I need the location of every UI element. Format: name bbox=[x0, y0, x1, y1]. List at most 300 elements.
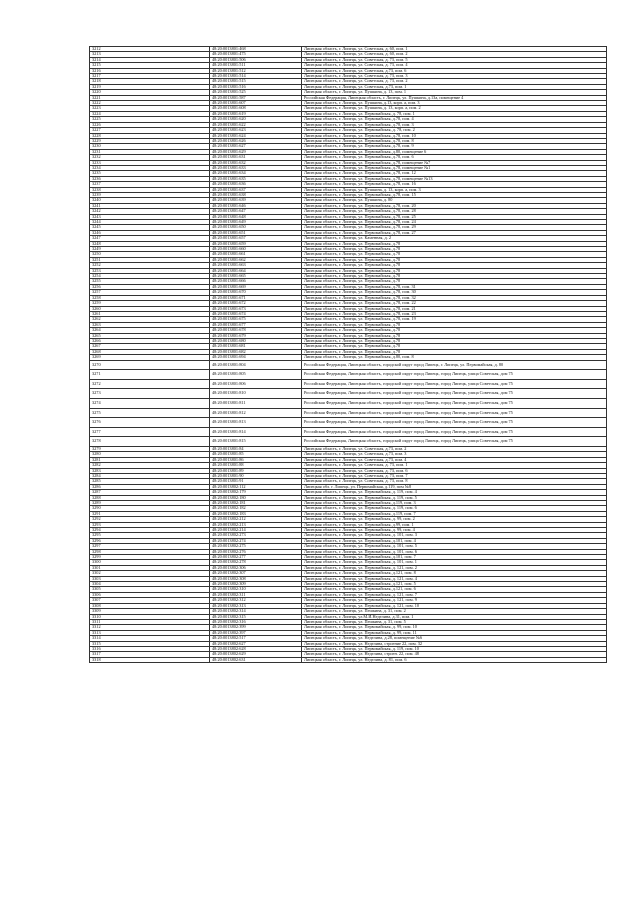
cadastral-number-cell: 48:20:0013802:306 bbox=[210, 565, 302, 570]
row-number-cell: 3303 bbox=[90, 576, 210, 581]
address-cell: Липецкая область, г. Липецк, ул. Первомайская, д.101, пом. 7 bbox=[302, 555, 607, 560]
row-number-cell: 3283 bbox=[90, 468, 210, 473]
address-cell: Липецкая область, г. Липецк, ул. Первомайская, д.121, пом. 5 bbox=[302, 582, 607, 587]
cadastral-number-cell: 48:20:0013801:661 bbox=[210, 252, 302, 257]
address-cell: Липецкая область, г. Липецк, ул. Советская, д. 73, пом. 7 bbox=[302, 473, 607, 478]
row-number-cell: 3253 bbox=[90, 268, 210, 273]
document-page bbox=[89, 46, 591, 663]
row-number-cell: 3229 bbox=[90, 138, 210, 143]
cadastral-number-cell: 48:20:0013801:619 bbox=[210, 111, 302, 116]
row-number-cell: 3257 bbox=[90, 290, 210, 295]
address-cell: Липецкая область, г. Липецк, ул. Первомайская, д. 121, пом. 2 bbox=[302, 565, 607, 570]
cadastral-number-cell: 48:20:0013801:681 bbox=[210, 344, 302, 349]
row-number-cell: 3241 bbox=[90, 203, 210, 208]
cadastral-table bbox=[89, 46, 607, 663]
cadastral-number-cell: 48:20:0013801:638 bbox=[210, 192, 302, 197]
address-cell: Липецкая область, г. Липецк, ул. Первомайская, д. 99, пом. 11 bbox=[302, 630, 607, 635]
address-cell: Российская Федерация, Липецкая область, городской округ город Липецк, г. Липецк, ул. Первомайская, д. 80 bbox=[302, 360, 607, 370]
cadastral-number-cell: 48:20:0013802:308 bbox=[210, 576, 302, 581]
cadastral-number-cell: 48:20:0013802:517 bbox=[210, 636, 302, 641]
row-number-cell: 3313 bbox=[90, 630, 210, 635]
cadastral-table-body bbox=[90, 47, 607, 663]
row-number-cell: 3236 bbox=[90, 176, 210, 181]
row-number-cell: 3251 bbox=[90, 257, 210, 262]
cadastral-number-cell: 48:20:0013802:274 bbox=[210, 538, 302, 543]
cadastral-number-cell: 48:20:0013801:622 bbox=[210, 122, 302, 127]
address-cell: Российская Федерация, Липецкая область, городской округ город Липецк, город Липецк, улица Советская, дом 75 bbox=[302, 418, 607, 428]
cadastral-number-cell: 48:20:0013801:659 bbox=[210, 241, 302, 246]
row-number-cell: 3225 bbox=[90, 117, 210, 122]
cadastral-number-cell: 48:20:0013801:515 bbox=[210, 79, 302, 84]
address-cell: Липецкая область, г. Липецк, ул. Советская, д.73, пом. 4 bbox=[302, 457, 607, 462]
address-cell: Липецкая область, г. Липецк, ул. Советская, д. 73, пом. 3 bbox=[302, 74, 607, 79]
cadastral-number-cell: 48:20:0013801:649 bbox=[210, 220, 302, 225]
address-cell: Липецкая область, г. Липецк, ул. Первомайская, д. 119, пом. 5 bbox=[302, 495, 607, 500]
address-cell: Липецкая область, г. Липецк, ул. Первомайская, д.78 bbox=[302, 257, 607, 262]
address-cell: Липецкая область, г. Липецк, ул. Советская, д.73, пом. 3 bbox=[302, 452, 607, 457]
address-cell: Липецкая область, г. Липецк, ул. Пушкина, д. 13, пом. 1 bbox=[302, 90, 607, 95]
address-cell: Липецкая область, г. Липецк, ул. Первомайская, д.78, пом. 23 bbox=[302, 311, 607, 316]
cadastral-number-cell: 48:20:0013802:627 bbox=[210, 641, 302, 646]
cadastral-number-cell: 48:20:0013801:810 bbox=[210, 389, 302, 399]
row-number-cell: 3237 bbox=[90, 182, 210, 187]
cadastral-number-cell: 48:20:0013802:314 bbox=[210, 609, 302, 614]
table-row bbox=[90, 437, 607, 447]
cadastral-number-cell: 48:20:0013802:183 bbox=[210, 511, 302, 516]
address-cell: Липецкая область, г. Липецк, ул. Первомайская, д.78 bbox=[302, 247, 607, 252]
address-cell: Липецкая область, г. Липецк, ул. Советская, д.73, пом. 2 bbox=[302, 446, 607, 451]
row-number-cell: 3216 bbox=[90, 68, 210, 73]
address-cell: Российская Федерация, Липецкая область, городской округ город Липецк, город Липецк, улица Советская, дом 75 bbox=[302, 379, 607, 389]
row-number-cell: 3287 bbox=[90, 490, 210, 495]
row-number-cell: 3309 bbox=[90, 609, 210, 614]
row-number-cell: 3268 bbox=[90, 349, 210, 354]
row-number-cell: 3265 bbox=[90, 333, 210, 338]
address-cell: Липецкая область, г. Липецк, ул. Первомайская, д. 119, пом. 10 bbox=[302, 646, 607, 651]
cadastral-number-cell: 48:20:0013802:310 bbox=[210, 587, 302, 592]
row-number-cell: 3243 bbox=[90, 214, 210, 219]
cadastral-number-cell: 48:20:0013802:278 bbox=[210, 560, 302, 565]
cadastral-number-cell: 48:20:0013801:815 bbox=[210, 437, 302, 447]
address-cell: Липецкая область, г. Липецк, ул. Первомайская, д. 119, пом. 4 bbox=[302, 490, 607, 495]
cadastral-number-cell: 48:20:0013801:660 bbox=[210, 247, 302, 252]
table-row bbox=[90, 379, 607, 389]
cadastral-number-cell: 48:20:0013802:182 bbox=[210, 506, 302, 511]
address-cell: Липецкая область, г. Липецк, ул. Первомайская, д.78, пом. 25 bbox=[302, 214, 607, 219]
table-row bbox=[90, 360, 607, 370]
cadastral-number-cell: 48:20:0013801:664 bbox=[210, 268, 302, 273]
address-cell: Липецкая область, г. Липецк, ул. Первомайская, д.78 bbox=[302, 338, 607, 343]
cadastral-number-cell: 48:20:0013801:629 bbox=[210, 149, 302, 154]
address-cell: Липецкая область, г. Липецк, ул. Первомайская, д.78 bbox=[302, 263, 607, 268]
cadastral-number-cell: 48:20:0013801:86 bbox=[210, 457, 302, 462]
cadastral-number-cell: 48:20:0013802:276 bbox=[210, 549, 302, 554]
cadastral-number-cell: 48:20:0013802:397 bbox=[210, 630, 302, 635]
row-number-cell: 3304 bbox=[90, 582, 210, 587]
row-number-cell: 3299 bbox=[90, 555, 210, 560]
address-cell: Липецкая область, г. Липецк, ул. Советская, д. 73, пом. 1 bbox=[302, 463, 607, 468]
row-number-cell: 3276 bbox=[90, 418, 210, 428]
row-number-cell: 3308 bbox=[90, 603, 210, 608]
cadastral-number-cell: 48:20:0013801:88 bbox=[210, 463, 302, 468]
address-cell: Липецкая область, г. Липецк, ул. Первомайская, д.78, пом. 10 bbox=[302, 133, 607, 138]
row-number-cell: 3301 bbox=[90, 565, 210, 570]
address-cell: Липецкая область, г. Липецк, ул. Первомайская, д.78, помещение №7 bbox=[302, 160, 607, 165]
cadastral-number-cell: 48:20:0013801:635 bbox=[210, 176, 302, 181]
address-cell: Липецкая область, г. Липецк, ул. Первомайская, д. 121, пом. 10 bbox=[302, 603, 607, 608]
address-cell: Липецкая область, г. Липецк, ул. Первомайская, д.78, пом. 30 bbox=[302, 290, 607, 295]
cadastral-number-cell: 48:20:0013801:89 bbox=[210, 468, 302, 473]
address-cell: Липецкая область, г. Липецк, ул. Неделина, д.28, помещение №6 bbox=[302, 636, 607, 641]
cadastral-number-cell: 48:20:0013802:214 bbox=[210, 528, 302, 533]
row-number-cell: 3250 bbox=[90, 252, 210, 257]
cadastral-number-cell: 48:20:0013801:671 bbox=[210, 295, 302, 300]
row-number-cell: 3291 bbox=[90, 511, 210, 516]
row-number-cell: 3284 bbox=[90, 473, 210, 478]
table-row bbox=[90, 370, 607, 380]
row-number-cell: 3258 bbox=[90, 295, 210, 300]
row-number-cell: 3306 bbox=[90, 592, 210, 597]
cadastral-number-cell: 48:20:0013802:309 bbox=[210, 582, 302, 587]
address-cell: Липецкая область, г. Липецк, ул. Первомайская, д.119, пом. 3 bbox=[302, 500, 607, 505]
cadastral-number-cell: 48:20:0013801:662 bbox=[210, 257, 302, 262]
cadastral-number-cell: 48:20:0013802:212 bbox=[210, 517, 302, 522]
cadastral-number-cell: 48:20:0013802:316 bbox=[210, 619, 302, 624]
address-cell: Липецкая область, г. Липецк, ул. Первомайская, д. 121, пом. 7 bbox=[302, 592, 607, 597]
row-number-cell: 3240 bbox=[90, 198, 210, 203]
cadastral-number-cell: 48:20:0013801:675 bbox=[210, 317, 302, 322]
address-cell: Липецкая область, г. Липецк, ул. Пушкина, д.13, корп. а, пом. 3 bbox=[302, 101, 607, 106]
address-cell: Липецкая область, г. Липецк, ул. Первомайская, д.121, пом. 8 bbox=[302, 571, 607, 576]
cadastral-number-cell: 48:20:0013802:273 bbox=[210, 533, 302, 538]
address-cell: Липецкая область, г. Липецк, ул. Каменная, д. 2 bbox=[302, 236, 607, 241]
row-number-cell: 3234 bbox=[90, 165, 210, 170]
address-cell: Липецкая область, г. Липецк, ул. Первомайская, д.78 bbox=[302, 274, 607, 279]
cadastral-number-cell: 48:20:0013802:307 bbox=[210, 571, 302, 576]
row-number-cell: 3280 bbox=[90, 452, 210, 457]
row-number-cell: 3297 bbox=[90, 544, 210, 549]
address-cell: Липецкая область, г. Липецк, ул. Первомайская, д.78, пом. 27 bbox=[302, 230, 607, 235]
table-row bbox=[90, 389, 607, 399]
row-number-cell: 3266 bbox=[90, 338, 210, 343]
address-cell: Липецкая область, г. Липецк, ул. Первомайская, д.119, пом. 7 bbox=[302, 511, 607, 516]
address-cell: Липецкая область, г. Липецк, ул. Первомайская, д.78 bbox=[302, 268, 607, 273]
address-cell: Липецкая область, г. Липецк, ул. Первомайская, д.78 bbox=[302, 328, 607, 333]
cadastral-number-cell: 48:20:0013801:806 bbox=[210, 379, 302, 389]
address-cell: Липецкая область, г. Липецк, ул. Первомайская, д.78 bbox=[302, 333, 607, 338]
address-cell: Российская Федерация, Липецкая область, городской округ город Липецк, город Липецк, улица Советская, дом 75 bbox=[302, 370, 607, 380]
row-number-cell: 3227 bbox=[90, 128, 210, 133]
address-cell: Липецкая область, г. Липецк, ул. Первомайская, д.78 bbox=[302, 322, 607, 327]
cadastral-number-cell: 48:20:0013801:626 bbox=[210, 138, 302, 143]
row-number-cell: 3238 bbox=[90, 187, 210, 192]
cadastral-number-cell: 48:20:0013801:657 bbox=[210, 236, 302, 241]
cadastral-number-cell: 48:20:0013801:812 bbox=[210, 408, 302, 418]
row-number-cell: 3239 bbox=[90, 192, 210, 197]
address-cell: Липецкая область, г. Липецк, ул. Пешкина, д. 31, пом. 5 bbox=[302, 619, 607, 624]
row-number-cell: 3264 bbox=[90, 328, 210, 333]
row-number-cell: 3296 bbox=[90, 538, 210, 543]
address-cell: Липецкая область, г. Липецк, ул. Первомайская, д.78, пом. 24 bbox=[302, 220, 607, 225]
row-number-cell: 3286 bbox=[90, 484, 210, 489]
row-number-cell: 3316 bbox=[90, 646, 210, 651]
row-number-cell: 3218 bbox=[90, 79, 210, 84]
address-cell: Липецкая область, г. Липецк, ул. Первомайская, д. 121, пом. 9 bbox=[302, 598, 607, 603]
address-cell: Липецкая область, г. Липецк, ул. Первомайская, д. 78, пом. 2 bbox=[302, 128, 607, 133]
address-cell: Российская Федерация, Липецкая область, городской округ город Липецк, город Липецк, улица Советская, дом 75 bbox=[302, 398, 607, 408]
row-number-cell: 3295 bbox=[90, 533, 210, 538]
cadastral-number-cell: 48:20:0013801:587 bbox=[210, 95, 302, 100]
cadastral-number-cell: 48:20:0013802:628 bbox=[210, 646, 302, 651]
row-number-cell: 3242 bbox=[90, 209, 210, 214]
address-cell: Липецкая область, г. Липецк, ул. Первомайская, д. 101, пом. 5 bbox=[302, 544, 607, 549]
cadastral-number-cell: 48:20:0013801:91 bbox=[210, 479, 302, 484]
row-number-cell: 3310 bbox=[90, 614, 210, 619]
address-cell: Липецкая область, г. Липецк, ул. Первомайская, д. 121, пом. 4 bbox=[302, 576, 607, 581]
table-row bbox=[90, 398, 607, 408]
cadastral-number-cell: 48:20:0013801:666 bbox=[210, 279, 302, 284]
cadastral-number-cell: 48:20:0013801:805 bbox=[210, 370, 302, 380]
cadastral-number-cell: 48:20:0013801:620 bbox=[210, 117, 302, 122]
address-cell: Липецкая область, г. Липецк, ул. Советская, д. 73, пом. 2 bbox=[302, 79, 607, 84]
address-cell: Липецкая область, г. Липецк, ул. Советская, д.73, пом. 6 bbox=[302, 68, 607, 73]
address-cell: Липецкая область, г. Липецк, ул. Советская, д.73, пом. 1 bbox=[302, 84, 607, 89]
address-cell: Липецкая область, г. Липецк, ул. Первомайская, д.78, пом. 9 bbox=[302, 144, 607, 149]
row-number-cell: 3233 bbox=[90, 160, 210, 165]
cadastral-number-cell: 48:20:0013802:312 bbox=[210, 598, 302, 603]
cadastral-number-cell: 48:20:0013801:516 bbox=[210, 84, 302, 89]
row-number-cell: 3213 bbox=[90, 52, 210, 57]
cadastral-number-cell: 48:20:0013802:112 bbox=[210, 484, 302, 489]
cadastral-number-cell: 48:20:0013801:636 bbox=[210, 182, 302, 187]
address-cell: Липецкая область, г. Липецк, ул. Первомайская, д.78, помещение №13 bbox=[302, 176, 607, 181]
address-cell: Российская Федерация, Липецкая область, г. Липецк, ул. Пушкина, д.13а, помещение 4 bbox=[302, 95, 607, 100]
row-number-cell: 3248 bbox=[90, 241, 210, 246]
cadastral-number-cell: 48:20:0013801:678 bbox=[210, 328, 302, 333]
address-cell: Липецкая область, г. Липецк, ул. Первомайская, д.78, пом. 21 bbox=[302, 306, 607, 311]
address-cell: Липецкая область, г. Липецк, ул. Первомайская, д. 119, пом. 6 bbox=[302, 506, 607, 511]
cadastral-number-cell: 48:20:0013801:84 bbox=[210, 446, 302, 451]
address-cell: Липецкая область, г. Липецк, ул. Первомайская, д.80, помещение 6 bbox=[302, 149, 607, 154]
table-row bbox=[90, 418, 607, 428]
cadastral-number-cell: 48:20:0013801:811 bbox=[210, 398, 302, 408]
address-cell: Липецкая область, г. Липецк, ул. Пушкина, д. 80 bbox=[302, 198, 607, 203]
address-cell: Липецкая область, г. Липецк, ул. Советская, д. 73, пом. 8 bbox=[302, 479, 607, 484]
cadastral-number-cell: 48:20:0013802:313 bbox=[210, 603, 302, 608]
address-cell: Липецкая область, г. Липецк, ул. Неделина, строение 22, пом. 32 bbox=[302, 641, 607, 646]
row-number-cell: 3261 bbox=[90, 311, 210, 316]
row-number-cell: 3274 bbox=[90, 398, 210, 408]
cadastral-number-cell: 48:20:0013801:511 bbox=[210, 63, 302, 68]
cadastral-number-cell: 48:20:0013802:629 bbox=[210, 652, 302, 657]
address-cell: Липецкая область, г. Липецк, ул. Советская, д. 60, пом. 2 bbox=[302, 52, 607, 57]
cadastral-number-cell: 48:20:0013802:180 bbox=[210, 495, 302, 500]
cadastral-number-cell: 48:20:0013801:631 bbox=[210, 155, 302, 160]
cadastral-number-cell: 48:20:0013801:525 bbox=[210, 90, 302, 95]
address-cell: Липецкая область, г. Липецк, ул. Пушкина, д. 13, корп. а, пом. 3 bbox=[302, 187, 607, 192]
address-cell: Липецкая область, г. Липецк, ул. Первомайская, д.121, пом. 6 bbox=[302, 587, 607, 592]
address-cell: Липецкая область, г. Липецк, ул. Первомайская, д. 99, пом. 2 bbox=[302, 517, 607, 522]
row-number-cell: 3259 bbox=[90, 301, 210, 306]
address-cell: Липецкая область, г. Липецк, ул. Первомайская, д.78 bbox=[302, 279, 607, 284]
cadastral-number-cell: 48:20:0013801:669 bbox=[210, 284, 302, 289]
address-cell: Липецкая область, г. Липецк, ул. Первомайская, д.78 bbox=[302, 252, 607, 257]
address-cell: Липецкая область, г. Липецк, ул. Пешкина, д. 31, пом. 2 bbox=[302, 609, 607, 614]
address-cell: Российская Федерация, Липецкая область, городской округ город Липецк, город Липецк, улица Советская, дом 75 bbox=[302, 389, 607, 399]
cadastral-number-cell: 48:20:0013801:646 bbox=[210, 203, 302, 208]
cadastral-number-cell: 48:20:0013801:679 bbox=[210, 333, 302, 338]
row-number-cell: 3290 bbox=[90, 506, 210, 511]
address-cell: Липецкая область, г. Липецк, ул. Первомайская, д.99, пом. 1 bbox=[302, 522, 607, 527]
row-number-cell: 3212 bbox=[90, 47, 210, 52]
address-cell: Липецкая область, г. Липецк, ул. Первомайская, д. 78, пом. 1 bbox=[302, 111, 607, 116]
address-cell: Липецкая область, г. Липецк, ул. Первомайская, д.78, пом. 20 bbox=[302, 203, 607, 208]
row-number-cell: 3262 bbox=[90, 317, 210, 322]
table-row bbox=[90, 408, 607, 418]
row-number-cell: 3214 bbox=[90, 57, 210, 62]
address-cell: Липецкая область, г. Липецк, ул. Первомайская, д.78, пом. 19 bbox=[302, 317, 607, 322]
cadastral-number-cell: 48:20:0013801:90 bbox=[210, 473, 302, 478]
row-number-cell: 3232 bbox=[90, 155, 210, 160]
address-cell: Липецкая область, г. Липецк, ул. Советская, д. 73, пом. 5 bbox=[302, 57, 607, 62]
address-cell: Липецкая область, г. Липецк, ул. Неделина, строен. 22, пом. 48 bbox=[302, 652, 607, 657]
row-number-cell: 3263 bbox=[90, 322, 210, 327]
cadastral-number-cell: 48:20:0013801:468 bbox=[210, 47, 302, 52]
cadastral-number-cell: 48:20:0013801:672 bbox=[210, 301, 302, 306]
address-cell: Липецкая область, г. Липецк, ул. Первомайская, д.80, пом. 8 bbox=[302, 355, 607, 360]
row-number-cell: 3256 bbox=[90, 284, 210, 289]
address-cell: Липецкая область, г. Липецк, ул. Советская, д. 60, пом. 1 bbox=[302, 47, 607, 52]
cadastral-number-cell: 48:20:0013802:399 bbox=[210, 625, 302, 630]
row-number-cell: 3267 bbox=[90, 344, 210, 349]
row-number-cell: 3293 bbox=[90, 522, 210, 527]
cadastral-number-cell: 48:20:0013801:607 bbox=[210, 101, 302, 106]
cadastral-number-cell: 48:20:0013802:179 bbox=[210, 490, 302, 495]
address-cell: Липецкая область, г. Липецк, ул.М.И.Неделина, д.31, пом. 1 bbox=[302, 614, 607, 619]
cadastral-number-cell: 48:20:0013801:648 bbox=[210, 214, 302, 219]
row-number-cell: 3305 bbox=[90, 587, 210, 592]
address-cell: Липецкая область, г. Липецк, ул. Первомайская, д.78, помещение №1 bbox=[302, 165, 607, 170]
address-cell: Липецкая область, г. Липецк, ул. Первомайская, д. 99, пом. 4 bbox=[302, 528, 607, 533]
address-cell: Липецкая область, г. Липецк, ул. Первомайская, д.78, пом. 8 bbox=[302, 138, 607, 143]
row-number-cell: 3281 bbox=[90, 457, 210, 462]
row-number-cell: 3312 bbox=[90, 625, 210, 630]
row-number-cell: 3260 bbox=[90, 306, 210, 311]
cadastral-number-cell: 48:20:0013801:506 bbox=[210, 57, 302, 62]
row-number-cell: 3311 bbox=[90, 619, 210, 624]
address-cell: Липецкая область, г. Липецк, ул. Советская, д. 73, пом. 4 bbox=[302, 63, 607, 68]
cadastral-number-cell: 48:20:0013801:632 bbox=[210, 160, 302, 165]
cadastral-number-cell: 48:20:0013801:663 bbox=[210, 263, 302, 268]
row-number-cell: 3217 bbox=[90, 74, 210, 79]
row-number-cell: 3298 bbox=[90, 549, 210, 554]
address-cell: Липецкая область, г. Липецк, ул. Первомайская, д.78, пом. 22 bbox=[302, 301, 607, 306]
address-cell: Липецкая область, г. Липецк, ул. Первомайская, д.78 bbox=[302, 241, 607, 246]
row-number-cell: 3273 bbox=[90, 389, 210, 399]
row-number-cell: 3244 bbox=[90, 220, 210, 225]
cadastral-number-cell: 48:20:0013801:639 bbox=[210, 198, 302, 203]
row-number-cell: 3289 bbox=[90, 500, 210, 505]
cadastral-number-cell: 48:20:0013801:624 bbox=[210, 133, 302, 138]
row-number-cell: 3279 bbox=[90, 446, 210, 451]
row-number-cell: 3219 bbox=[90, 84, 210, 89]
row-number-cell: 3245 bbox=[90, 225, 210, 230]
cadastral-number-cell: 48:20:0013801:627 bbox=[210, 144, 302, 149]
cadastral-number-cell: 48:20:0013801:650 bbox=[210, 225, 302, 230]
address-cell: Липецкая область, г. Липецк, ул. Пушкина, д. 13, корп. а, пом. 2 bbox=[302, 106, 607, 111]
address-cell: Липецкая область, г. Липецк, ул. Неделина, д. 81, пом. 6 bbox=[302, 657, 607, 662]
cadastral-number-cell: 48:20:0013801:680 bbox=[210, 338, 302, 343]
row-number-cell: 3307 bbox=[90, 598, 210, 603]
address-cell: Липецкая область, г. Липецк, ул. Первомайская, д.78, пом. 31 bbox=[302, 284, 607, 289]
row-number-cell: 3222 bbox=[90, 101, 210, 106]
cadastral-number-cell: 48:20:0013802:277 bbox=[210, 555, 302, 560]
row-number-cell: 3269 bbox=[90, 355, 210, 360]
address-cell: Липецкая область, г. Липецк, ул. Первомайская, д. 101, пом. 1 bbox=[302, 560, 607, 565]
row-number-cell: 3302 bbox=[90, 571, 210, 576]
address-cell: Липецкая область, г. Липецк, ул. Первомайская, д.78, пом. 3 bbox=[302, 122, 607, 127]
address-cell: Российская Федерация, Липецкая область, городской округ город Липецк, город Липецк, улица Советская, дом 75 bbox=[302, 408, 607, 418]
address-cell: Липецкая область, г. Липецк, ул. Первомайская, д. 101, пом. 3 bbox=[302, 533, 607, 538]
address-cell: Липецкая область, г. Липецк, ул. Первомайская, д. 99, пом. 10 bbox=[302, 625, 607, 630]
cadastral-number-cell: 48:20:0013801:694 bbox=[210, 355, 302, 360]
row-number-cell: 3288 bbox=[90, 495, 210, 500]
row-number-cell: 3277 bbox=[90, 427, 210, 437]
cadastral-number-cell: 48:20:0013801:651 bbox=[210, 230, 302, 235]
row-number-cell: 3226 bbox=[90, 122, 210, 127]
cadastral-number-cell: 48:20:0013801:623 bbox=[210, 128, 302, 133]
cadastral-number-cell: 48:20:0013801:608 bbox=[210, 106, 302, 111]
table-row bbox=[90, 657, 607, 662]
address-cell: Липецкая область, г. Липецк, ул. Первомайская, д.78, пом. 32 bbox=[302, 295, 607, 300]
address-cell: Липецкая обл. г. Липецк, ул. Первомайская, д.119, пом №8 bbox=[302, 484, 607, 489]
row-number-cell: 3314 bbox=[90, 636, 210, 641]
cadastral-number-cell: 48:20:0013801:673 bbox=[210, 306, 302, 311]
cadastral-number-cell: 48:20:0013802:275 bbox=[210, 544, 302, 549]
row-number-cell: 3254 bbox=[90, 274, 210, 279]
address-cell: Липецкая область, г. Липецк, ул. Первомайская, д.78, пом. 12 bbox=[302, 171, 607, 176]
cadastral-number-cell: 48:20:0013802:631 bbox=[210, 657, 302, 662]
address-cell: Липецкая область, г. Липецк, ул. Первомайская, д.78, пом. 28 bbox=[302, 209, 607, 214]
row-number-cell: 3223 bbox=[90, 106, 210, 111]
cadastral-number-cell: 48:20:0013801:665 bbox=[210, 274, 302, 279]
row-number-cell: 3221 bbox=[90, 95, 210, 100]
cadastral-number-cell: 48:20:0013801:475 bbox=[210, 52, 302, 57]
address-cell: Липецкая область, г. Липецк, ул. Первомайская, д.78, пом. 6 bbox=[302, 155, 607, 160]
cadastral-number-cell: 48:20:0013801:512 bbox=[210, 68, 302, 73]
row-number-cell: 3278 bbox=[90, 437, 210, 447]
cadastral-number-cell: 48:20:0013801:647 bbox=[210, 209, 302, 214]
row-number-cell: 3220 bbox=[90, 90, 210, 95]
cadastral-number-cell: 48:20:0013801:514 bbox=[210, 74, 302, 79]
row-number-cell: 3292 bbox=[90, 517, 210, 522]
cadastral-number-cell: 48:20:0013801:677 bbox=[210, 322, 302, 327]
cadastral-number-cell: 48:20:0013801:813 bbox=[210, 418, 302, 428]
cadastral-number-cell: 48:20:0013801:637 bbox=[210, 187, 302, 192]
row-number-cell: 3275 bbox=[90, 408, 210, 418]
address-cell: Липецкая область, г. Липецк, ул. Первомайская, д.78, пом. 15 bbox=[302, 192, 607, 197]
row-number-cell: 3228 bbox=[90, 133, 210, 138]
address-cell: Липецкая область, г. Липецк, ул. Первомайская, д.78 bbox=[302, 344, 607, 349]
cadastral-number-cell: 48:20:0013802:315 bbox=[210, 614, 302, 619]
address-cell: Липецкая область, г. Липецк, ул. Первомайская, д.78, пом. 29 bbox=[302, 225, 607, 230]
address-cell: Липецкая область, г. Липецк, ул. Первомайская, д.78 bbox=[302, 349, 607, 354]
row-number-cell: 3231 bbox=[90, 149, 210, 154]
row-number-cell: 3272 bbox=[90, 379, 210, 389]
row-number-cell: 3318 bbox=[90, 657, 210, 662]
address-cell: Липецкая область, г. Липецк, ул. Советская, д. 73, пом. 6 bbox=[302, 468, 607, 473]
row-number-cell: 3270 bbox=[90, 360, 210, 370]
